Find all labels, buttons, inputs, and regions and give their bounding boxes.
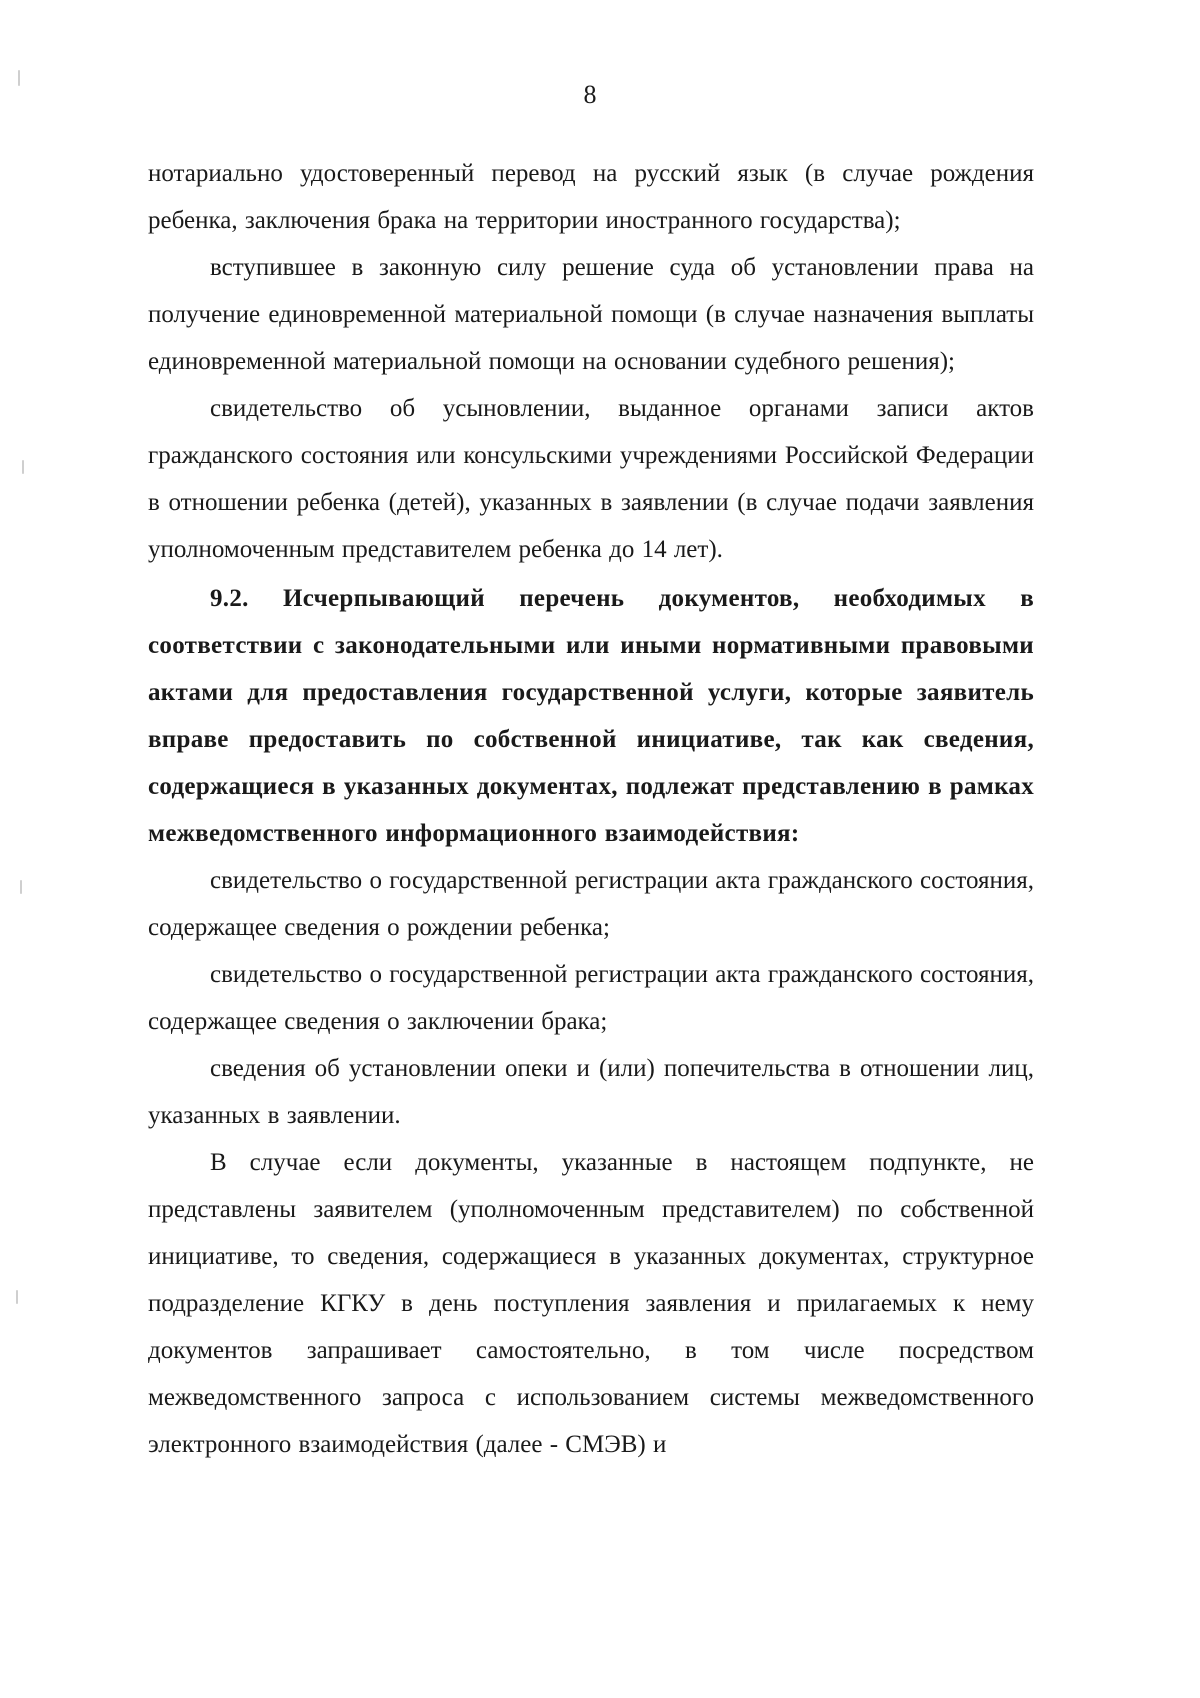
section-heading-9-2: 9.2. Исчерпывающий перечень документов, необходимых в соответствии с законодательными или иными нормативными правовыми актами для предоставления государственной услуги, которые заявитель вправе предоставить по собственной инициативе, так как сведения, содержащиеся в указанных документах, подлежат представлению в рамках межведомственного информационного взаимодействия: bbox=[148, 585, 1034, 847]
paragraph-notarial-translation: нотариально удостоверенный перевод на русский язык (в случае рождения ребенка, заключения брака на территории иностранного государства); bbox=[148, 160, 1034, 234]
scan-mark bbox=[22, 460, 24, 474]
document-body bbox=[148, 150, 1034, 1468]
paragraph-court-decision: вступившее в законную силу решение суда об установлении права на получение единовременной материальной помощи (в случае назначения выплаты единовременной материальной помощи на основании судебного решения); bbox=[148, 254, 1034, 375]
paragraph-birth-certificate: свидетельство о государственной регистрации акта гражданского состояния, содержащее сведения о рождении ребенка; bbox=[148, 867, 1034, 941]
paragraph-adoption-certificate: свидетельство об усыновлении, выданное органами записи актов гражданского состояния или консульскими учреждениями Российской Федерации в отношении ребенка (детей), указанных в заявлении (в случае подачи заявления уполномоченным представителем ребенка до 14 лет). bbox=[148, 395, 1034, 563]
page-number: 8 bbox=[583, 80, 597, 109]
paragraph-guardianship: сведения об установлении опеки и (или) попечительства в отношении лиц, указанных в заявлении. bbox=[148, 1055, 1034, 1129]
scan-mark bbox=[20, 880, 22, 894]
paragraph-marriage-certificate: свидетельство о государственной регистрации акта гражданского состояния, содержащее сведения о заключении брака; bbox=[148, 961, 1034, 1035]
paragraph-interagency-request: В случае если документы, указанные в настоящем подпункте, не представлены заявителем (уполномоченным представителем) по собственной инициативе, то сведения, содержащиеся в указанных документах, структурное подразделение КГКУ в день поступления заявления и прилагаемых к нему документов запрашивает самостоятельно, в том числе посредством межведомственного запроса с использованием системы межведомственного электронного взаимодействия (далее - СМЭВ) и bbox=[148, 1149, 1034, 1458]
scan-mark bbox=[16, 1290, 18, 1304]
